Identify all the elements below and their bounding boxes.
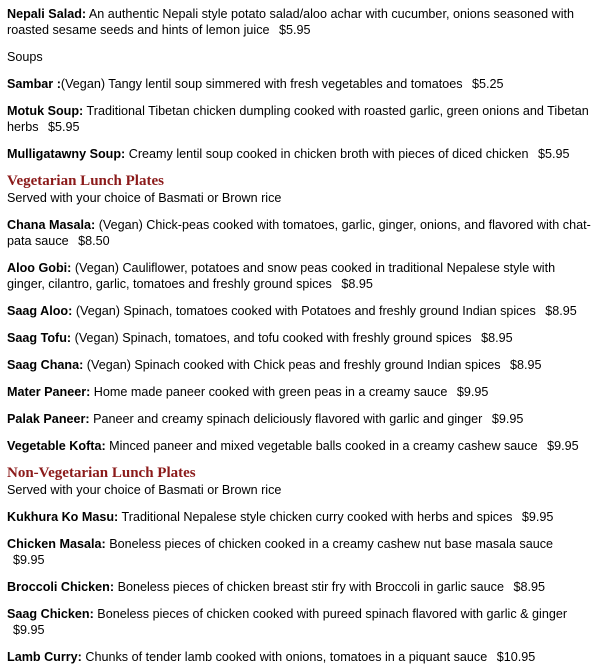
section-subtitle-non-vegetarian: Served with your choice of Basmati or Brown rice [7, 483, 282, 497]
menu-item-kukhura-ko-masu [7, 509, 592, 525]
item-description: (Vegan) Spinach, tomatoes, and tofu cooked with freshly ground spices [74, 331, 472, 345]
item-description: Traditional Tibetan chicken dumpling cooked with roasted garlic, green onions and Tibetan herbs [7, 104, 589, 134]
item-name: Palak Paneer: [7, 412, 90, 426]
menu-item-palak-paneer [7, 411, 592, 427]
item-price: $9.95 [547, 439, 579, 453]
menu-item-chana-masala [7, 217, 592, 249]
item-description: Traditional Nepalese style chicken curry cooked with herbs and spices [121, 510, 513, 524]
item-name: Vegetable Kofta: [7, 439, 106, 453]
item-description: Boneless pieces of chicken cooked in a creamy cashew nut base masala sauce [109, 537, 554, 551]
item-price: $9.95 [521, 510, 554, 524]
item-description: Boneless pieces of chicken cooked with pureed spinach flavored with garlic & ginger [97, 607, 568, 621]
menu-item-vegetable-kofta [7, 438, 592, 454]
item-price: $5.25 [472, 77, 504, 91]
item-description: (Vegan) Tangy lentil soup simmered with fresh vegetables and tomatoes [60, 77, 463, 91]
item-name: Lamb Curry: [7, 650, 82, 664]
item-description: (Vegan) Spinach, tomatoes cooked with Potatoes and freshly ground Indian spices [75, 304, 536, 318]
section-heading-vegetarian: Vegetarian Lunch Plates [7, 173, 164, 189]
item-name: Broccoli Chicken: [7, 580, 115, 594]
item-description: Chunks of tender lamb cooked with onions, tomatoes in a piquant sauce [85, 650, 488, 664]
item-name: Chicken Masala: [7, 537, 106, 551]
item-name: Saag Tofu: [7, 331, 72, 345]
menu-item-lamb-curry [7, 649, 592, 665]
menu-item-mulligatawny-soup [7, 146, 592, 162]
item-name: Sambar : [7, 77, 61, 91]
item-name: Chana Masala: [7, 218, 96, 232]
item-name: Mater Paneer: [7, 385, 91, 399]
item-description: Creamy lentil soup cooked in chicken broth with pieces of diced chicken [128, 147, 529, 161]
menu-item-nepali-salad [7, 6, 592, 38]
menu-item-saag-tofu [7, 330, 592, 346]
item-price: $5.95 [279, 23, 311, 37]
item-name: Saag Aloo: [7, 304, 73, 318]
item-price: $9.95 [13, 553, 45, 567]
item-price: $9.95 [491, 412, 524, 426]
item-price: $5.95 [48, 120, 80, 134]
menu-item-sambar [7, 76, 592, 92]
item-price: $8.95 [510, 358, 542, 372]
item-price: $8.95 [481, 331, 513, 345]
menu-item-saag-chana [7, 357, 592, 373]
soups-label: Soups [7, 50, 43, 64]
item-name: Mulligatawny Soup: [7, 147, 126, 161]
item-description: (Vegan) Spinach cooked with Chick peas and freshly ground Indian spices [86, 358, 501, 372]
item-description: Home made paneer cooked with green peas in a creamy sauce [93, 385, 448, 399]
item-name: Kukhura Ko Masu: [7, 510, 119, 524]
item-description: Paneer and creamy spinach deliciously flavored with garlic and ginger [93, 412, 483, 426]
item-description: An authentic Nepali style potato salad/aloo achar with cucumber, onions seasoned with roasted sesame seeds and hints of lemon juice [7, 7, 575, 37]
item-description: (Vegan) Chick-peas cooked with tomatoes, garlic, ginger, onions, and flavored with chat-pata sauce [7, 218, 591, 248]
item-price: $10.95 [496, 650, 536, 664]
item-name: Aloo Gobi: [7, 261, 72, 275]
item-description: Boneless pieces of chicken breast stir fry with Broccoli in garlic sauce [117, 580, 504, 594]
item-description: (Vegan) Cauliflower, potatoes and snow peas cooked in traditional Nepalese style with ginger, cilantro, garlic, tomatoes and freshly ground spices [7, 261, 556, 291]
item-price: $8.95 [513, 580, 545, 594]
item-price: $9.95 [13, 623, 45, 637]
menu-item-mater-paneer [7, 384, 592, 400]
menu-item-saag-aloo [7, 303, 592, 319]
section-heading-non-vegetarian: Non-Vegetarian Lunch Plates [7, 465, 196, 481]
item-price: $8.95 [341, 277, 373, 291]
item-name: Saag Chana: [7, 358, 84, 372]
item-description: Minced paneer and mixed vegetable balls cooked in a creamy cashew sauce [109, 439, 538, 453]
item-price: $8.50 [78, 234, 110, 248]
menu-item-saag-chicken [7, 606, 592, 638]
item-name: Nepali Salad: [7, 7, 87, 21]
item-price: $8.95 [545, 304, 577, 318]
item-price: $5.95 [537, 147, 570, 161]
menu-item-broccoli-chicken [7, 579, 592, 595]
item-name: Motuk Soup: [7, 104, 84, 118]
menu-item-aloo-gobi [7, 260, 592, 292]
menu-item-chicken-masala [7, 536, 592, 568]
menu-item-motuk-soup [7, 103, 592, 135]
section-subtitle-vegetarian: Served with your choice of Basmati or Brown rice [7, 191, 282, 205]
item-price: $9.95 [456, 385, 489, 399]
item-name: Saag Chicken: [7, 607, 94, 621]
